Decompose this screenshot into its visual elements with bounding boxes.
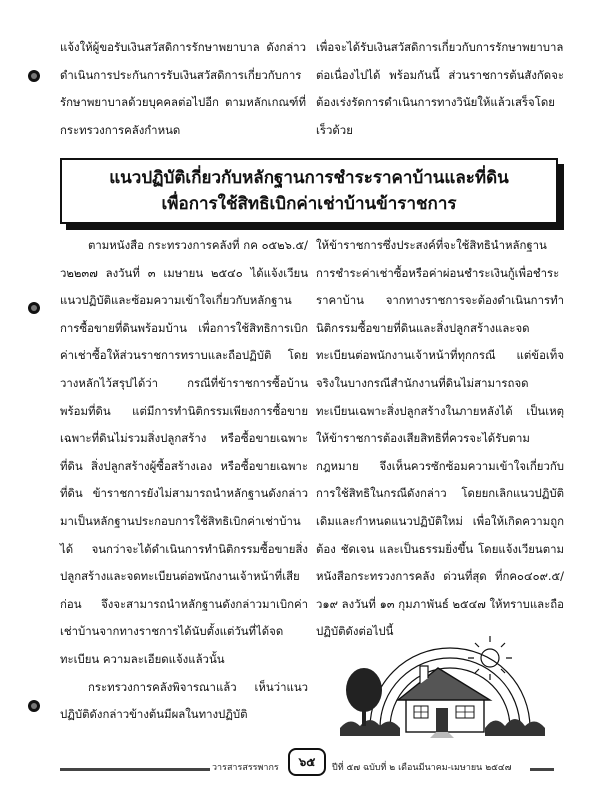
margin-bullet-icon (28, 302, 40, 314)
article-title-box (60, 158, 558, 224)
footer-rule-left (60, 768, 210, 771)
footer-issue-info: ปีที่ ๕๗ ฉบับที่ ๒ เดือนมีนาคม-เมษายน ๒๕๔๗ (332, 763, 512, 773)
body-left-paragraph-1: ตามหนังสือ กระทรวงการคลังที่ กค ๐๕๒๖.๕/ว๒๒๓๗ ลงวันที่ ๓ เมษายน ๒๕๔๐ ได้แจ้งเวียนแนวปฏิบัติและซ้อมความเข้าใจเกี่ยวกับหลักฐานการซื้อขายที่ดินพร้อมบ้าน เพื่อการใช้สิทธิการเบิกค่าเช่าซื้อให้ส่วนราชการทราบและถือปฏิบัติ โดยวางหลักไว้สรุปได้ว่า กรณีที่ข้าราชการซื้อบ้านพร้อมที่ดิน แต่มีการทำนิติกรรมเพียงการซื้อขายเฉพาะที่ดินไม่รวมสิ่งปลูกสร้าง หรือซื้อขายเฉพาะที่ดิน สิ่งปลูกสร้างผู้ซื้อสร้างเอง หรือซื้อขายเฉพาะที่ดิน ข้าราชการยังไม่สามารถนำหลักฐานดังกล่าวมาเป็นหลักฐานประกอบการใช้สิทธิเบิกค่าเช่าบ้านได้ จนกว่าจะได้ดำเนินการทำนิติกรรมซื้อขายสิ่งปลูกสร้างและจดทะเบียนต่อพนักงานเจ้าหน้าที่เสียก่อน จึงจะสามารถนำหลักฐานดังกล่าวมาเบิกค่าเช่าบ้านจากทางราชการได้นับตั้งแต่วันที่ได้จดทะเบียน ความละเอียดแจ้งแล้วนั้น (60, 238, 308, 666)
top-left-paragraph (60, 34, 306, 144)
body-right-column (316, 232, 564, 646)
article-title-line-1: แนวปฏิบัติเกี่ยวกับหลักฐานการชำระราคาบ้านและที่ดิน (109, 168, 509, 188)
footer-rule-right (530, 768, 554, 771)
top-left-text: แจ้งให้ผู้ขอรับเงินสวัสดิการรักษาพยาบาล ดังกล่าว ดำเนินการประกันการรับเงินสวัสดิการเกี่ยวกับการรักษาพยาบาลด้วยบุคคลต่อไปอีก ตามหลักเกณฑ์ที่กระทรวงการคลังกำหนด (60, 40, 306, 137)
house-illustration (340, 628, 545, 738)
margin-bullet-icon (28, 70, 40, 82)
page-number: ๖๕ (298, 754, 316, 769)
body-left-paragraph-2: กระทรวงการคลังพิจารณาแล้ว เห็นว่าแนวปฏิบัติดังกล่าวข้างต้นมีผลในทางปฏิบัติ (60, 679, 308, 722)
margin-bullet-icon (28, 700, 40, 712)
page-number-badge (288, 748, 326, 776)
body-left-column (60, 232, 308, 729)
top-right-text: เพื่อจะได้รับเงินสวัสดิการเกี่ยวกับการรักษาพยาบาลต่อเนื่องไปได้ พร้อมกันนี้ ส่วนราชการต้นสังกัดจะต้องเร่งรัดการดำเนินการทางวินัยให้แล้วเสร็จโดยเร็วด้วย (316, 40, 564, 137)
body-right-paragraph-1: ให้ข้าราชการซึ่งประสงค์ที่จะใช้สิทธินำหลักฐานการชำระค่าเช่าซื้อหรือค่าผ่อนชำระเงินกู้เพื่อชำระราคาบ้าน จากทางราชการจะต้องดำเนินการทำนิติกรรมซื้อขายที่ดินและสิ่งปลูกสร้างและจดทะเบียนต่อพนักงานเจ้าหน้าที่ทุกกรณี แต่ข้อเท็จจริงในบางกรณีสำนักงานที่ดินไม่สามารถจดทะเบียนเฉพาะสิ่งปลูกสร้างในภายหลังได้ เป็นเหตุให้ข้าราชการต้องเสียสิทธิที่ควรจะได้รับตามกฎหมาย จึงเห็นควรซักซ้อมความเข้าใจเกี่ยวกับการใช้สิทธิในกรณีดังกล่าว โดยยกเลิกแนวปฏิบัติเดิมและกำหนดแนวปฏิบัติใหม่ เพื่อให้เกิดความถูกต้อง ชัดเจน และเป็นธรรมยิ่งขึ้น โดยแจ้งเวียนตามหนังสือกระทรวงการคลัง ด่วนที่สุด ที่กค๐๔๐๙.๕/ว๑๙ ลงวันที่ ๑๓ กุมภาพันธ์ ๒๕๔๗ ให้ทราบและถือปฏิบัติดังต่อไปนี้ (316, 238, 564, 639)
footer-journal-name: วารสารสรรพากร (212, 763, 279, 773)
article-title-line-2: เพื่อการใช้สิทธิเบิกค่าเช่าบ้านข้าราชการ (161, 194, 457, 214)
top-right-paragraph (316, 34, 564, 144)
